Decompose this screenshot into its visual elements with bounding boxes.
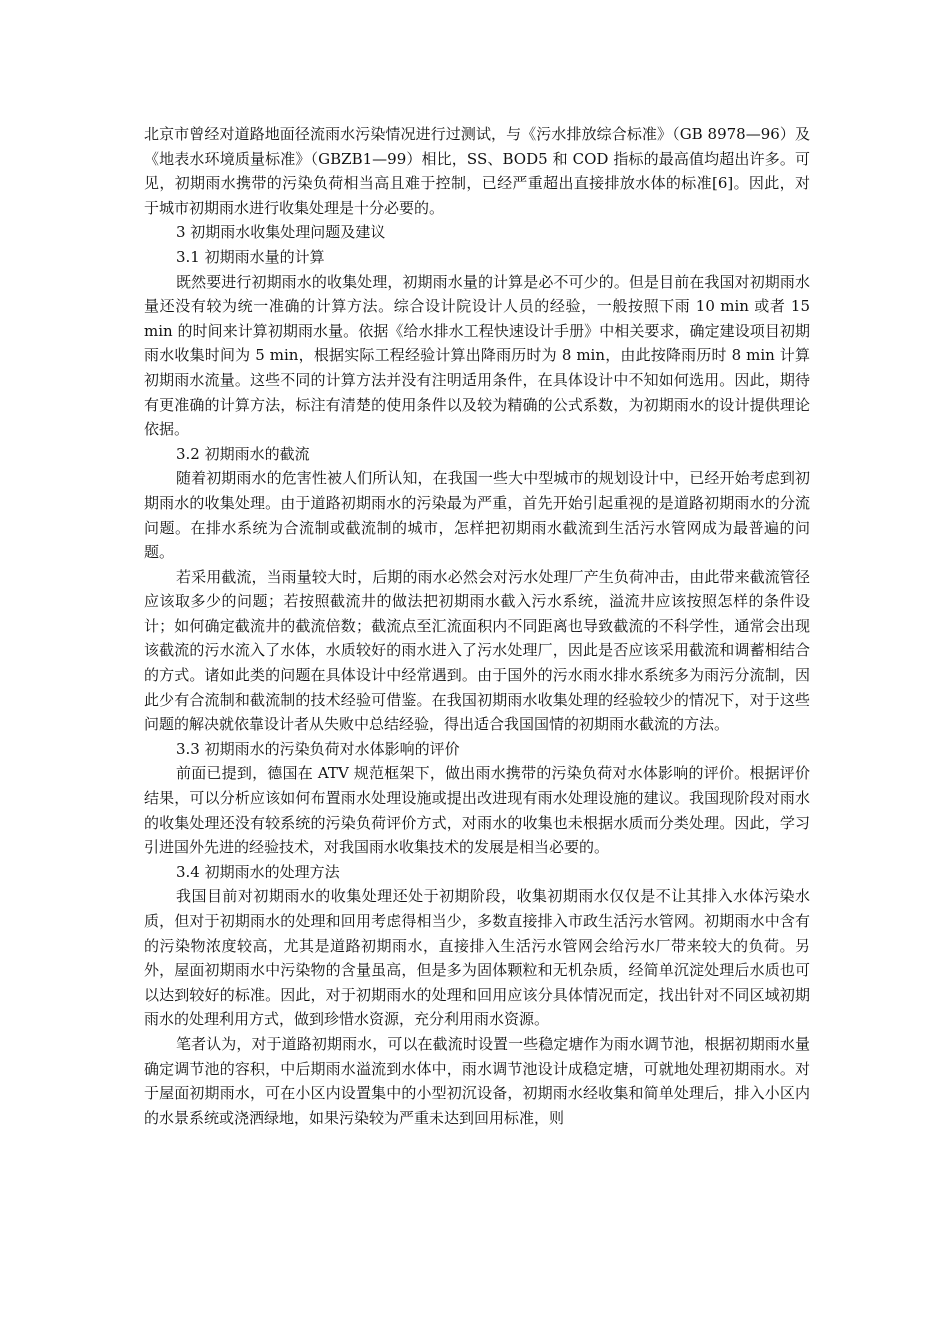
document-page	[144, 122, 810, 1130]
section-heading-3-1: 3.1 初期雨水量的计算	[176, 247, 325, 266]
paragraph-3-2-a: 随着初期雨水的危害性被人们所认知，在我国一些大中型城市的规划设计中，已经开始考虑到初期雨水的收集处理。由于道路初期雨水的污染最为严重，首先开始引起重视的是道路初期雨水的分流问题。在排水系统为合流制或截流制的城市，怎样把初期雨水截流到生活污水管网成为最普遍的问题。	[144, 469, 810, 562]
paragraph-3-4-a: 我国目前对初期雨水的收集处理还处于初期阶段，收集初期雨水仅仅是不让其排入水体污染水质，但对于初期雨水的处理和回用考虑得相当少，多数直接排入市政生活污水管网。初期雨水中含有的污染物浓度较高，尤其是道路初期雨水，直接排入生活污水管网会给污水厂带来较大的负荷。另外，屋面初期雨水中污染物的含量虽高，但是多为固体颗粒和无机杂质，经简单沉淀处理后水质也可以达到较好的标准。因此，对于初期雨水的处理和回用应该分具体情况而定，找出针对不同区域初期雨水的处理利用方式，做到珍惜水资源，充分利用雨水资源。	[144, 887, 810, 1029]
paragraph-3-3: 前面已提到，德国在 ATV 规范框架下，做出雨水携带的污染负荷对水体影响的评价。根据评价结果，可以分析应该如何布置雨水处理设施或提出改进现有雨水处理设施的建议。我国现阶段对雨水的收集处理还没有较系统的污染负荷评价方式，对雨水的收集也未根据水质而分类处理。因此，学习引进国外先进的经验技术，对我国雨水收集技术的发展是相当必要的。	[144, 764, 810, 857]
paragraph-3-1: 既然要进行初期雨水的收集处理，初期雨水量的计算是必不可少的。但是目前在我国对初期雨水量还没有较为统一准确的计算方法。综合设计院设计人员的经验，一般按照下雨 10 min 或者 15 min 的时间来计算初期雨水量。依据《给水排水工程快速设计手册》中相关要求，确定建设项目初期雨水收集时间为 5 min，根据实际工程经验计算出降雨历时为 8 min，由此按降雨历时 8 min 计算初期雨水流量。这些不同的计算方法并没有注明适用条件，在具体设计中不知如何选用。因此，期待有更准确的计算方法，标注有清楚的使用条件以及较为精确的公式系数，为初期雨水的设计提供理论依据。	[144, 272, 810, 439]
paragraph-3-2-b: 若采用截流，当雨量较大时，后期的雨水必然会对污水处理厂产生负荷冲击，由此带来截流管径应该取多少的问题；若按照截流井的做法把初期雨水截入污水系统，溢流井应该按照怎样的条件设计；如何确定截流井的截流倍数；截流点至汇流面积内不同距离也导致截流的不科学性，通常会出现该截流的污水流入了水体，水质较好的雨水进入了污水处理厂，因此是否应该采用截流和调蓄相结合的方式。诸如此类的问题在具体设计中经常遇到。由于国外的污水雨水排水系统多为雨污分流制，因此少有合流制和截流制的技术经验可借鉴。在我国初期雨水收集处理的经验较少的情况下，对于这些问题的解决就依靠设计者从失败中总结经验，得出适合我国国情的初期雨水截流的方法。	[144, 567, 810, 734]
paragraph-intro: 北京市曾经对道路地面径流雨水污染情况进行过测试，与《污水排放综合标准》（GB 8978—96）及《地表水环境质量标准》（GBZB1—99）相比，SS、BOD5 和 COD 指标的最高值均超出许多。可见，初期雨水携带的污染负荷相当高且难于控制，已经严重超出直接排放水体的标准[6]。因此，对于城市初期雨水进行收集处理是十分必要的。	[144, 125, 810, 217]
paragraph-3-4-b: 笔者认为，对于道路初期雨水，可以在截流时设置一些稳定塘作为雨水调节池，根据初期雨水量确定调节池的容积，中后期雨水溢流到水体中，雨水调节池设计成稳定塘，可就地处理初期雨水。对于屋面初期雨水，可在小区内设置集中的小型初沉设备，初期雨水经收集和简单处理后，排入小区内的水景系统或浇洒绿地，如果污染较为严重未达到回用标准，则	[144, 1034, 810, 1127]
section-heading-3: 3 初期雨水收集处理问题及建议	[176, 223, 386, 242]
section-heading-3-2: 3.2 初期雨水的截流	[176, 444, 310, 463]
section-heading-3-4: 3.4 初期雨水的处理方法	[176, 862, 340, 881]
section-heading-3-3: 3.3 初期雨水的污染负荷对水体影响的评价	[176, 739, 460, 758]
